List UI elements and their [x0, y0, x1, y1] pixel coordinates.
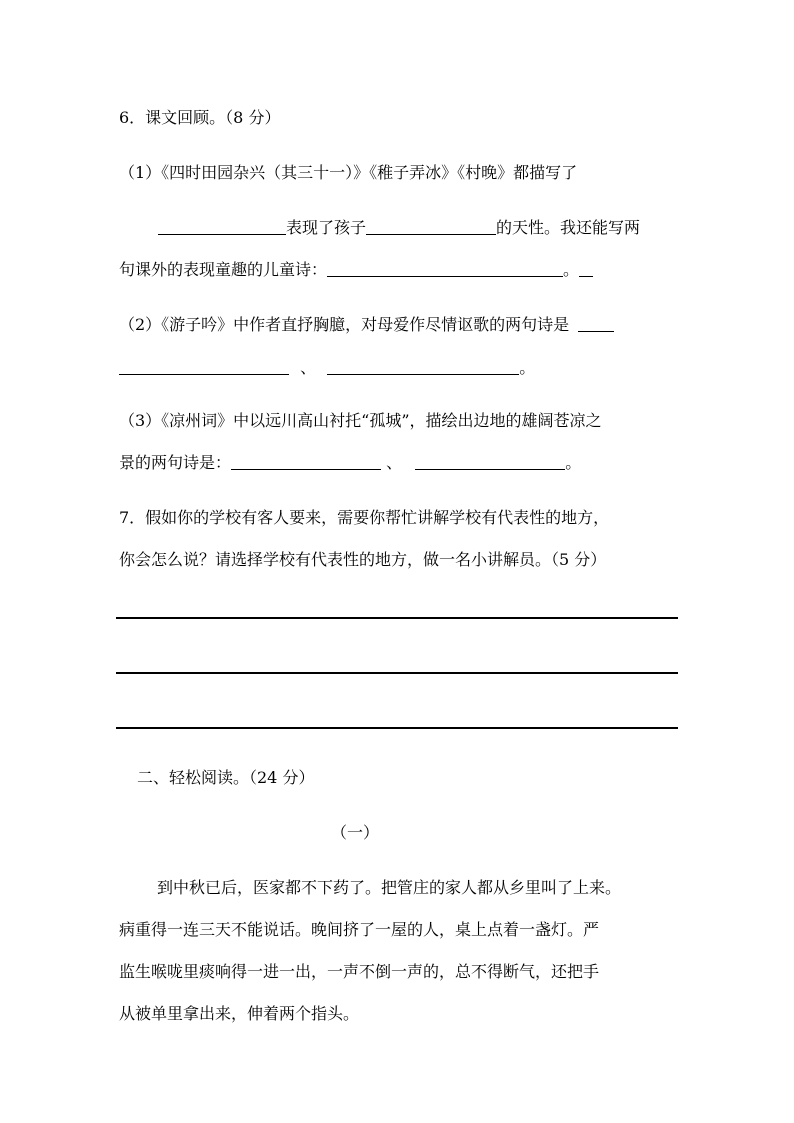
q6-part3-line2: [119, 453, 581, 473]
q6-part1-text: 。: [563, 260, 580, 279]
answer-blank[interactable]: [366, 218, 496, 235]
answer-line[interactable]: [116, 617, 678, 619]
answer-blank[interactable]: [415, 453, 565, 470]
section2-subheading: （一）: [331, 823, 380, 842]
q6-heading: 6．课文回顾。（8 分）: [119, 108, 281, 127]
separator: 、: [300, 358, 317, 377]
answer-line[interactable]: [116, 727, 678, 729]
q6-part1-text: 表现了孩子: [286, 218, 367, 237]
answer-blank[interactable]: [327, 358, 519, 375]
q6-part2-line1: [119, 315, 614, 335]
q6-part3-line1: （3）《凉州词》中以远川高山衬托“孤城”，描绘出边地的雄阔苍凉之: [119, 411, 602, 430]
reading-line: 监生喉咙里痰响得一进一出，一声不倒一声的，总不得断气，还把手: [119, 962, 600, 981]
section2-heading: 二、轻松阅读。（24 分）: [137, 768, 315, 787]
answer-blank[interactable]: [158, 218, 286, 235]
q6-part1-line2: [158, 218, 640, 238]
reading-line: 到中秋已后，医家都不下药了。把管庄的家人都从乡里叫了上来。: [157, 878, 622, 897]
answer-blank[interactable]: [578, 315, 614, 332]
q6-part2-line2: [119, 358, 535, 378]
q7-line2: 你会怎么说？请选择学校有代表性的地方，做一名小讲解员。（5 分）: [119, 550, 607, 569]
answer-blank[interactable]: [119, 358, 289, 375]
q6-part1-line3: [119, 260, 593, 280]
answer-blank[interactable]: [579, 260, 593, 277]
separator: 、: [386, 453, 403, 472]
q6-part2-text: （2）《游子吟》中作者直抒胸臆，对母爱作尽情讴歌的两句诗是: [119, 315, 570, 334]
q6-part1-text: 句课外的表现童趣的儿童诗：: [119, 260, 328, 279]
q6-part1-line1: （1）《四时田园杂兴（其三十一）》《稚子弄冰》《村晚》都描写了: [119, 163, 578, 182]
reading-line: 从被单里拿出来，伸着两个指头。: [119, 1004, 360, 1023]
q7-line1: 7．假如你的学校有客人要来，需要你帮忙讲解学校有代表性的地方，: [119, 508, 610, 527]
q6-part1-text: 的天性。我还能写两: [496, 218, 641, 237]
reading-line: 病重得一连三天不能说话。晚间挤了一屋的人，桌上点着一盏灯。严: [119, 920, 600, 939]
answer-blank[interactable]: [231, 453, 381, 470]
answer-blank[interactable]: [327, 260, 563, 277]
answer-line[interactable]: [116, 672, 678, 674]
period: 。: [565, 453, 582, 472]
q6-part3-text: 景的两句诗是：: [119, 453, 232, 472]
period: 。: [519, 358, 536, 377]
